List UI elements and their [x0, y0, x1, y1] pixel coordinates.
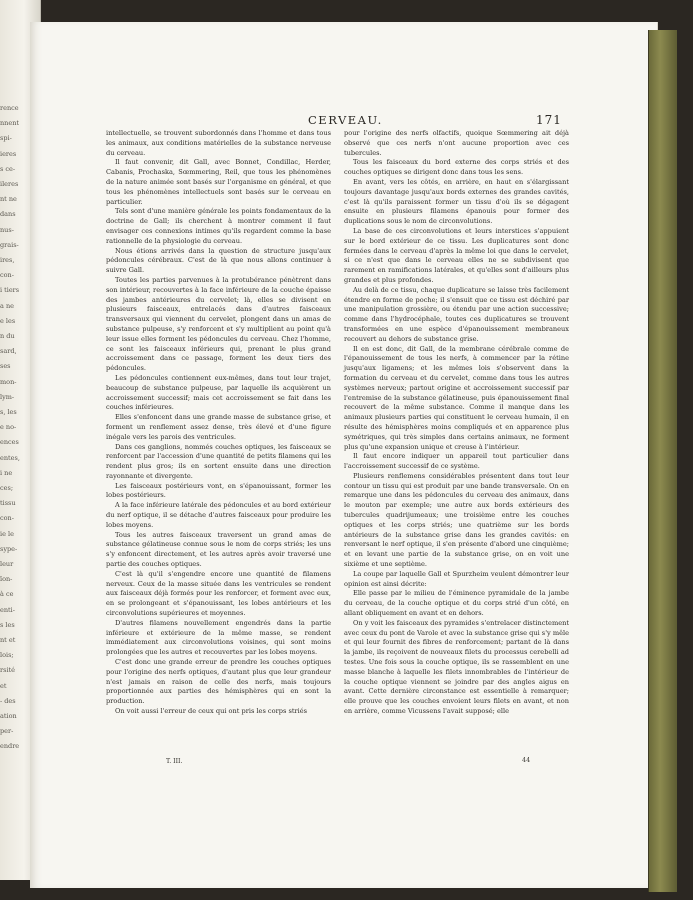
facing-page-fragment: et: [0, 681, 7, 690]
facing-page-fragment: nnent: [0, 119, 20, 128]
facing-page-fragment: con-: [0, 271, 14, 280]
paragraph: Au delà de ce tissu, chaque duplicature se laisse très facilement étendre en forme de poche; il s'ensuit que ce tissu est déchiré par une manipulation grossière, ou étendu par une action successive; comme dans l'hydrocéphale, toutes ces duplicatures se trouvent transformées en une espèce d'épanouissement membraneux recouvert au dehors de substance grise.: [344, 285, 569, 343]
facing-page-fragment: i tiers: [0, 286, 20, 295]
paragraph: C'est donc une grande erreur de prendre les couches optiques pour l'origine des nerfs optiques, d'autant plus que leur grandeur n'est jamais en raison de celle des nerfs, mais toujours proportionnée aux parties des hémisphères qui en sont la production.: [106, 658, 331, 706]
running-title: CERVEAU.: [308, 113, 383, 127]
paragraph: On voit aussi l'erreur de ceux qui ont pris les corps striés: [115, 707, 308, 716]
paragraph: Les pédoncules contiennent eux-mêmes, dans tout leur trajet, beaucoup de substance pulpeuse, par laquelle ils acquièrent un accroissement successif; mais cet accroissement se fait dans les couches inférieures.: [106, 373, 331, 412]
paragraph: On y voit les faisceaux des pyramides s'entrelacer distinctement avec ceux du pont de Varole et avec la substance grise qui s'y mêle et qui leur fournit des fibres de renforcement; partant de là dans la jambe, ils reçoivent de nouveaux filets du processus cerebelli ad testes. Une fois sous la couche optique, ils se rassemblent en une masse blanche à laquelle les filets innombrables de l'intérieur de la couche optique viennent se joindre par des angles aigus en avant. Cette dernière circonstance est essentielle à remarquer; elle prouve que les couches envoient leurs filets en avant, et non en arrière, comme Vicussens l'avait supposé; elle: [344, 618, 569, 716]
paragraph: La base de ces circonvolutions et leurs interstices s'appuient sur le bord extérieur de ce tissu. Les duplicatures sont donc fermées dans le cerveau d'après la même loi que dans le cervelet, si ce n'est que dans le cerveau elles ne se subdivisent que rarement en ramifications latérales, et qu'elles sont d'ailleurs plus grandes et plus profondes.: [344, 226, 569, 284]
paragraph: Plusieurs renflemens considérables présentent dans tout leur contour un tissu qui est produit par une bande transversale. On en remarque une dans les pédoncules du cerveau des animaux, dans le mouton par exemple; une autre aux bords extérieurs des tubercules quadrijumeaux; une troisième entre les couches optiques et les corps striés; une quatrième sur les bords antérieurs de la substance grise dans les grandes cavités: en renversant le nerf optique, il s'en présente d'abord une cinquième; et en levant une partie de la substance grise, on en voit une sixième et une septième.: [344, 471, 569, 569]
volume-signature: T. III.: [166, 758, 183, 765]
facing-page-fragment: a ne: [0, 301, 14, 310]
paragraph: C'est là qu'il s'engendre encore une quantité de filamens nerveux. Ceux de la masse située dans les ventricules se rendent aux faisceaux déjà formés pour les renforcer, et forment avec eux, en se prolongeant et s'épanouissant, les lobes antérieurs et les circonvolutions supérieures et moyennes.: [106, 569, 331, 618]
paragraph: Tous les autres faisceaux traversent un grand amas de substance gélatineuse connue sous le nom de corps striés; les uns s'y enfoncent directement, et les autres après avoir traversé une partie des couches optiques.: [106, 530, 331, 569]
paragraph: pour l'origine des nerfs olfactifs, quoique Sœmmering ait déjà observé que ces nerfs n'ont aucune proportion avec ces tubercules.: [344, 129, 569, 157]
facing-page-fragment: dans: [0, 210, 16, 219]
paragraph: Tous les faisceaux du bord externe des corps striés et des couches optiques se dirigent donc dans tous les sens.: [344, 158, 569, 177]
book-cover-edge: [648, 30, 677, 892]
paragraph: Tels sont d'une manière générale les points fondamentaux de la doctrine de Gall; ils cherchent à montrer comment il faut envisager ces connexions intimes qu'ils regardent comme la base rationnelle de la physiologie du cerveau.: [106, 207, 331, 245]
facing-page-fragment: spi-: [0, 134, 12, 143]
facing-page-fragment: ation: [0, 712, 17, 720]
sheet-signature: 44: [522, 756, 531, 764]
facing-page-fragment: ses: [0, 362, 11, 371]
paragraph: En avant, vers les côtés, en arrière, en haut en s'élargissant toujours davantage jusqu'aux bords externes des grandes cavités, c'est là qu'ils paraissent former un tissu d'où ils se dégagent ensuite en plusieurs filamens épanouis pour former des duplications sous le nom de circonvolutions.: [344, 177, 569, 226]
facing-page-fragment: entes,: [0, 453, 20, 462]
facing-page-fragment: grais-: [0, 240, 19, 249]
paragraph: Toutes les parties parvenues à la protubérance pénètrent dans son intérieur, recouvertes à la face inférieure de la couche épaisse des jambes antérieures du cervelet; là, elles se divisent en plusieurs faisceaux, entrelacés dans d'autres faisceaux transversaux qui viennent du cervelet, plongent dans un amas de substance pulpeuse, s'y renforcent et s'y multiplient au point qu'à leur issue elles forment les pédoncules du cerveau. Chez l'homme, ce sont les faisceaux inférieurs qui, prenant le plus grand accroissement dans ce passage, forment les deux tiers des pédoncules.: [106, 275, 331, 373]
facing-page-fragment: endre: [0, 742, 20, 751]
facing-page-fragment: e no-: [0, 423, 17, 432]
facing-page-fragment: à ce: [0, 590, 14, 599]
paragraph: D'autres filamens nouvellement engendrés dans la partie inférieure et extérieure de la même masse, se rendent immédiatement aux circonvolutions voisines, qui sont moins prolongées que les autres et recouvertes par les lobes moyens.: [106, 618, 331, 657]
paragraph: Elles s'enfoncent dans une grande masse de substance grise, et forment un renflement assez dense, très élevé et d'une figure inégale vers les parois des ventricules.: [106, 413, 331, 441]
facing-page-fragment: leur: [0, 560, 14, 568]
facing-page-fragment: lym-: [0, 392, 15, 401]
paragraph: Il faut encore indiquer un appareil tout particulier dans l'accroissement successif de ce système.: [344, 452, 569, 471]
facing-page-fragment: n du: [0, 332, 15, 340]
paragraph: Nous étions arrivés dans la question de structure jusqu'aux pédoncules cérébraux. C'est de là que nous allons continuer à suivre Gall.: [106, 246, 331, 275]
facing-page-fragment: s les: [0, 620, 15, 629]
facing-page-fragment: mon-: [0, 377, 17, 386]
facing-page-fragment: rsité: [0, 666, 15, 675]
facing-page-fragment: sard,: [0, 347, 17, 356]
facing-page-fragment: - des: [0, 696, 16, 705]
text-column-right: [344, 129, 569, 717]
facing-page-fragment: s ce-: [0, 164, 16, 173]
facing-page-fragment: s, les: [0, 408, 17, 416]
facing-page-fragment: ie le: [0, 529, 14, 538]
facing-page-fragment: ïon-: [0, 575, 13, 584]
facing-page-fragment: i ne: [0, 468, 13, 477]
paragraph: Elle passe par le milieu de l'éminence pyramidale de la jambe du cerveau, de la couche optique et du corps strié d'un côté, en allant obliquement en avant et en dehors.: [344, 589, 569, 618]
facing-page-fragment: rence: [0, 104, 19, 112]
facing-page-fragment: ires,: [0, 256, 15, 264]
paragraph: A la face inférieure latérale des pédoncules et au bord extérieur du nerf optique, il se détache d'autres faisceaux pour produire les lobes moyens.: [106, 501, 331, 529]
paragraph: Il faut convenir, dit Gall, avec Bonnet, Condillac, Herder, Cabanis, Prochaska, Sœmmering, Reil, que tous les phénomènes de la nature animée sont basés sur l'organisme en général, et que tous les phénomènes intellectuels sont basés sur le cerveau en particulier.: [106, 158, 331, 206]
facing-page-fragment: lois;: [0, 651, 14, 660]
facing-page-fragment: ces;: [0, 484, 14, 492]
paragraph: Les faisceaux postérieurs vont, en s'épanouissant, former les lobes postérieurs.: [106, 481, 331, 500]
paragraph: intellectuelle, se trouvent subordonnés dans l'homme et dans tous les animaux, aux conditions matérielles de la substance nerveuse du cerveau.: [106, 129, 331, 157]
paragraph: Dans ces ganglions, nommés couches optiques, les faisceaux se renforcent par l'accession d'une quantité de petits filamens qui les rendent plus gros; ils en sortent ensuite dans une direction rayonnante et divergente.: [106, 442, 331, 480]
paragraph: La coupe par laquelle Gall et Spurzheim veulent démontrer leur opinion est ainsi décrite:: [344, 569, 569, 588]
facing-page-fragment: tissu: [0, 499, 16, 508]
facing-page-fragment: con-: [0, 514, 14, 523]
text-column-left: [106, 129, 331, 717]
paragraph: Il en est donc, dit Gall, de la membrane cérébrale comme de l'épanouissement de tous les nerfs, à commencer par la rétine jusqu'aux ligamens; et les mêmes lois s'observent dans la formation du cerveau et du cervelet, comme dans tous les autres systèmes nerveux; partout origine et accroissement successif par l'entremise de la substance gélatineuse, puis épanouissement final recouvert de la même substance. Comme il manque dans les animaux plusieurs parties qui constituent le cerveau humain, il en résulte des hémisphères moins compliqués et en apparence plus symétriques, qui très simples dans certains animaux, ne forment plus qu'une expansion unique et creuse à l'intérieur.: [344, 344, 569, 451]
facing-page-fragment: enti-: [0, 605, 15, 614]
facing-page-fragment: nt et: [0, 636, 16, 644]
facing-page-fragment: ileres: [0, 180, 19, 188]
facing-page-fragment: nt ne: [0, 195, 17, 204]
facing-page-fragment: sype-: [0, 544, 18, 553]
page-number: 171: [536, 113, 562, 127]
facing-page-fragment: ieres: [0, 149, 17, 158]
facing-page-fragment: per-: [0, 727, 14, 736]
facing-page-fragment: e les: [0, 316, 16, 325]
facing-page-fragment: nus-: [0, 225, 14, 234]
facing-page-fragment: ences: [0, 438, 19, 447]
